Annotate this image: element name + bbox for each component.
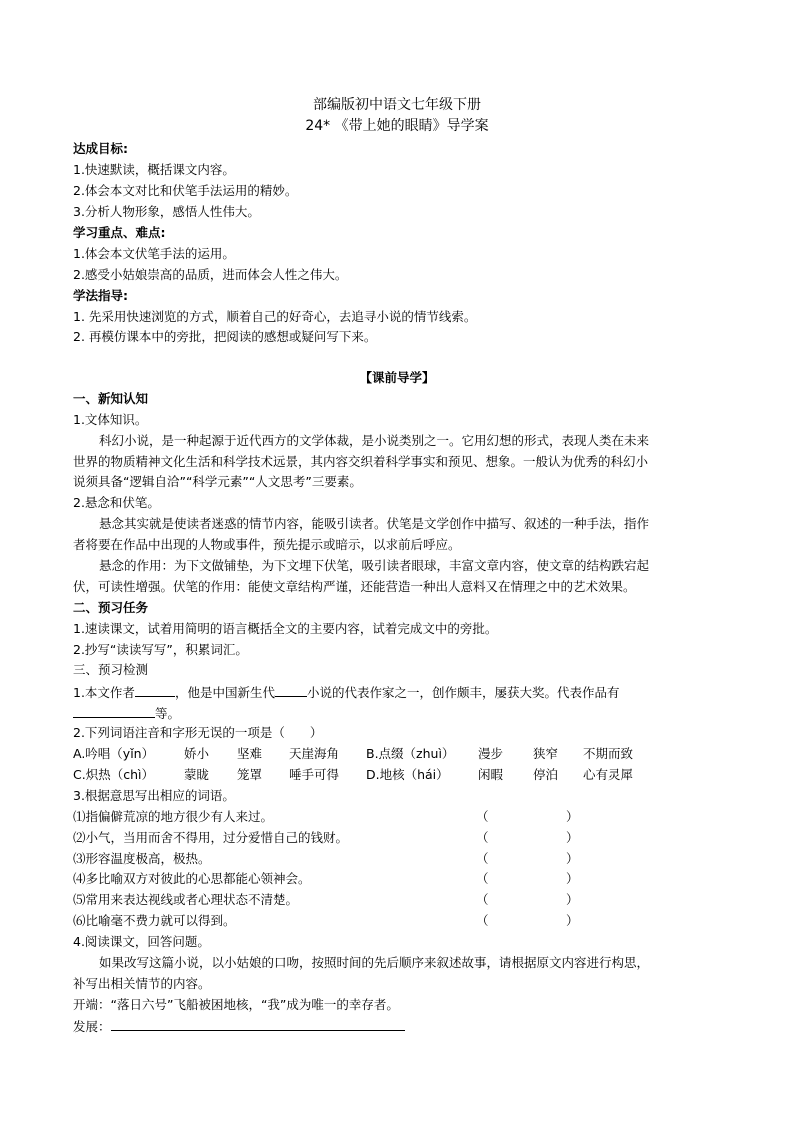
option-d-label: D.地核（hái） bbox=[366, 767, 449, 782]
option-a-label: A.吟唱（yǐn） bbox=[73, 746, 155, 761]
plot-develop bbox=[73, 1016, 405, 1036]
answer-paren-close: ） bbox=[566, 892, 579, 907]
paragraph-line: 者将要在作品中出现的人物或事件，预先提示或暗示，以求前后呼应。 bbox=[73, 537, 461, 552]
question-1-cont bbox=[73, 703, 180, 723]
definition-item: ⑸常用来表达视线或者心理状态不清楚。 bbox=[73, 892, 299, 907]
goals-heading: 达成目标: bbox=[73, 141, 128, 156]
question-1-text: 1.本文作者 bbox=[73, 685, 135, 700]
option-c-label: C.炽热（chì） bbox=[73, 767, 154, 782]
goal-item: 2.体会本文对比和伏笔手法运用的精妙。 bbox=[73, 183, 298, 198]
task-item: 1.速读课文，试着用简明的语言概括全文的主要内容，试着完成文中的旁批。 bbox=[73, 621, 498, 636]
answer-paren-close: ） bbox=[566, 913, 579, 928]
definition-item: ⑵小气，当用而舍不得用，过分爱惜自己的钱财。 bbox=[73, 830, 349, 845]
definition-item: ⑴指偏僻荒凉的地方很少有人来过。 bbox=[73, 809, 274, 824]
method-item: 2. 再模仿课本中的旁批，把阅读的感想或疑问写下来。 bbox=[73, 329, 377, 344]
option-word: 娇小 bbox=[184, 746, 210, 761]
page-title: 部编版初中语文七年级下册 bbox=[313, 97, 481, 113]
subsection-title: 2.悬念和伏笔。 bbox=[73, 495, 160, 510]
paragraph-line: 如果改写这篇小说，以小姑娘的口吻，按照时间的先后顺序来叙述故事，请根据原文内容进行构思， bbox=[99, 955, 650, 970]
definition-item: ⑹比喻毫不费力就可以得到。 bbox=[73, 913, 236, 928]
subsection-title: 1.文体知识。 bbox=[73, 412, 148, 427]
method-heading: 学法指导: bbox=[73, 288, 128, 303]
paragraph-line: 伏，可读性增强。伏笔的作用：能使文章结构严谨，还能营造一种出人意料又在情理之中的艺术效果。 bbox=[73, 579, 636, 594]
paragraph-line: 世界的物质精神文化生活和科学技术远景，其内容交织着科学事实和预见、想象。一般认为优秀的科幻小 bbox=[73, 454, 649, 469]
paragraph-line: 补写出相关情节的内容。 bbox=[73, 976, 211, 991]
key-point-item: 1.体会本文伏笔手法的运用。 bbox=[73, 246, 235, 261]
option-word: 笼罩 bbox=[237, 767, 263, 782]
question-3: 3.根据意思写出相应的词语。 bbox=[73, 788, 235, 803]
question-2: 2.下列词语注音和字形无误的一项是（ ） bbox=[73, 725, 323, 740]
option-word: 唾手可得 bbox=[289, 767, 340, 782]
paragraph-line: 悬念的作用：为下文做铺垫，为下文埋下伏笔，吸引读者眼球，丰富文章内容，使文章的结构跌宕起 bbox=[99, 558, 650, 573]
paragraph-line: 说须具备“逻辑自洽”“科学元素”“人文思考”三要素。 bbox=[73, 474, 362, 489]
option-word: 漫步 bbox=[478, 746, 504, 761]
section-3-title: 三、预习检测 bbox=[73, 662, 149, 677]
definition-item: ⑶形容温度极高，极热。 bbox=[73, 851, 211, 866]
question-1-text: 小说的代表作家之一，创作颇丰，屡获大奖。代表作品有 bbox=[306, 685, 620, 700]
works-blank[interactable] bbox=[73, 703, 155, 718]
question-1-text: 等。 bbox=[155, 706, 181, 721]
task-item: 2.抄写“读读写写”，积累词汇。 bbox=[73, 642, 248, 657]
option-word: 坚难 bbox=[237, 746, 263, 761]
option-word: 停泊 bbox=[533, 767, 559, 782]
paragraph-line: 科幻小说，是一种起源于近代西方的文学体裁，是小说类别之一。它用幻想的形式，表现人类在未来 bbox=[99, 433, 650, 448]
answer-paren-close: ） bbox=[566, 830, 579, 845]
key-point-item: 2.感受小姑娘崇高的品质，进而体会人性之伟大。 bbox=[73, 267, 348, 282]
question-4: 4.阅读课文，回答问题。 bbox=[73, 934, 210, 949]
answer-paren-open: （ bbox=[476, 871, 489, 886]
option-word: 蒙眬 bbox=[184, 767, 210, 782]
paragraph-line: 悬念其实就是使读者迷惑的情节内容，能吸引读者。伏笔是文学创作中描写、叙述的一种手法，指作 bbox=[99, 516, 650, 531]
question-1-text: ，他是中国新生代 bbox=[174, 685, 275, 700]
answer-paren-open: （ bbox=[476, 913, 489, 928]
answer-paren-close: ） bbox=[566, 851, 579, 866]
author-blank[interactable] bbox=[135, 682, 175, 697]
option-word: 狭窄 bbox=[533, 746, 559, 761]
option-word: 不期而致 bbox=[583, 746, 634, 761]
option-b-label: B.点缀（zhuì） bbox=[366, 746, 455, 761]
section-2-title: 二、预习任务 bbox=[73, 600, 149, 615]
key-points-heading: 学习重点、难点: bbox=[73, 225, 166, 240]
answer-paren-close: ） bbox=[566, 809, 579, 824]
page-subtitle: 24* 《带上她的眼睛》导学案 bbox=[305, 118, 489, 134]
option-word: 天崖海角 bbox=[289, 746, 340, 761]
answer-paren-close: ） bbox=[566, 871, 579, 886]
plot-develop-label: 发展： bbox=[73, 1019, 111, 1034]
option-word: 心有灵犀 bbox=[583, 767, 634, 782]
answer-paren-open: （ bbox=[476, 809, 489, 824]
section-1-title: 一、新知认知 bbox=[73, 391, 149, 406]
question-1 bbox=[73, 682, 619, 702]
answer-paren-open: （ bbox=[476, 892, 489, 907]
develop-answer-line[interactable] bbox=[111, 1016, 405, 1031]
goal-item: 1.快速默读，概括课文内容。 bbox=[73, 162, 235, 177]
goal-item: 3.分析人物形象，感悟人性伟大。 bbox=[73, 204, 260, 219]
method-item: 1. 先采用快速浏览的方式，顺着自己的好奇心，去追寻小说的情节线索。 bbox=[73, 309, 477, 324]
pre-class-heading: 【课前导学】 bbox=[359, 370, 435, 385]
answer-paren-open: （ bbox=[476, 830, 489, 845]
option-word: 闲暇 bbox=[478, 767, 504, 782]
definition-item: ⑷多比喻双方对彼此的心思都能心领神会。 bbox=[73, 871, 311, 886]
genre-blank[interactable] bbox=[275, 682, 307, 697]
plot-start: 开端：“落日六号”飞船被困地核，“我”成为唯一的幸存者。 bbox=[73, 997, 399, 1012]
answer-paren-open: （ bbox=[476, 851, 489, 866]
